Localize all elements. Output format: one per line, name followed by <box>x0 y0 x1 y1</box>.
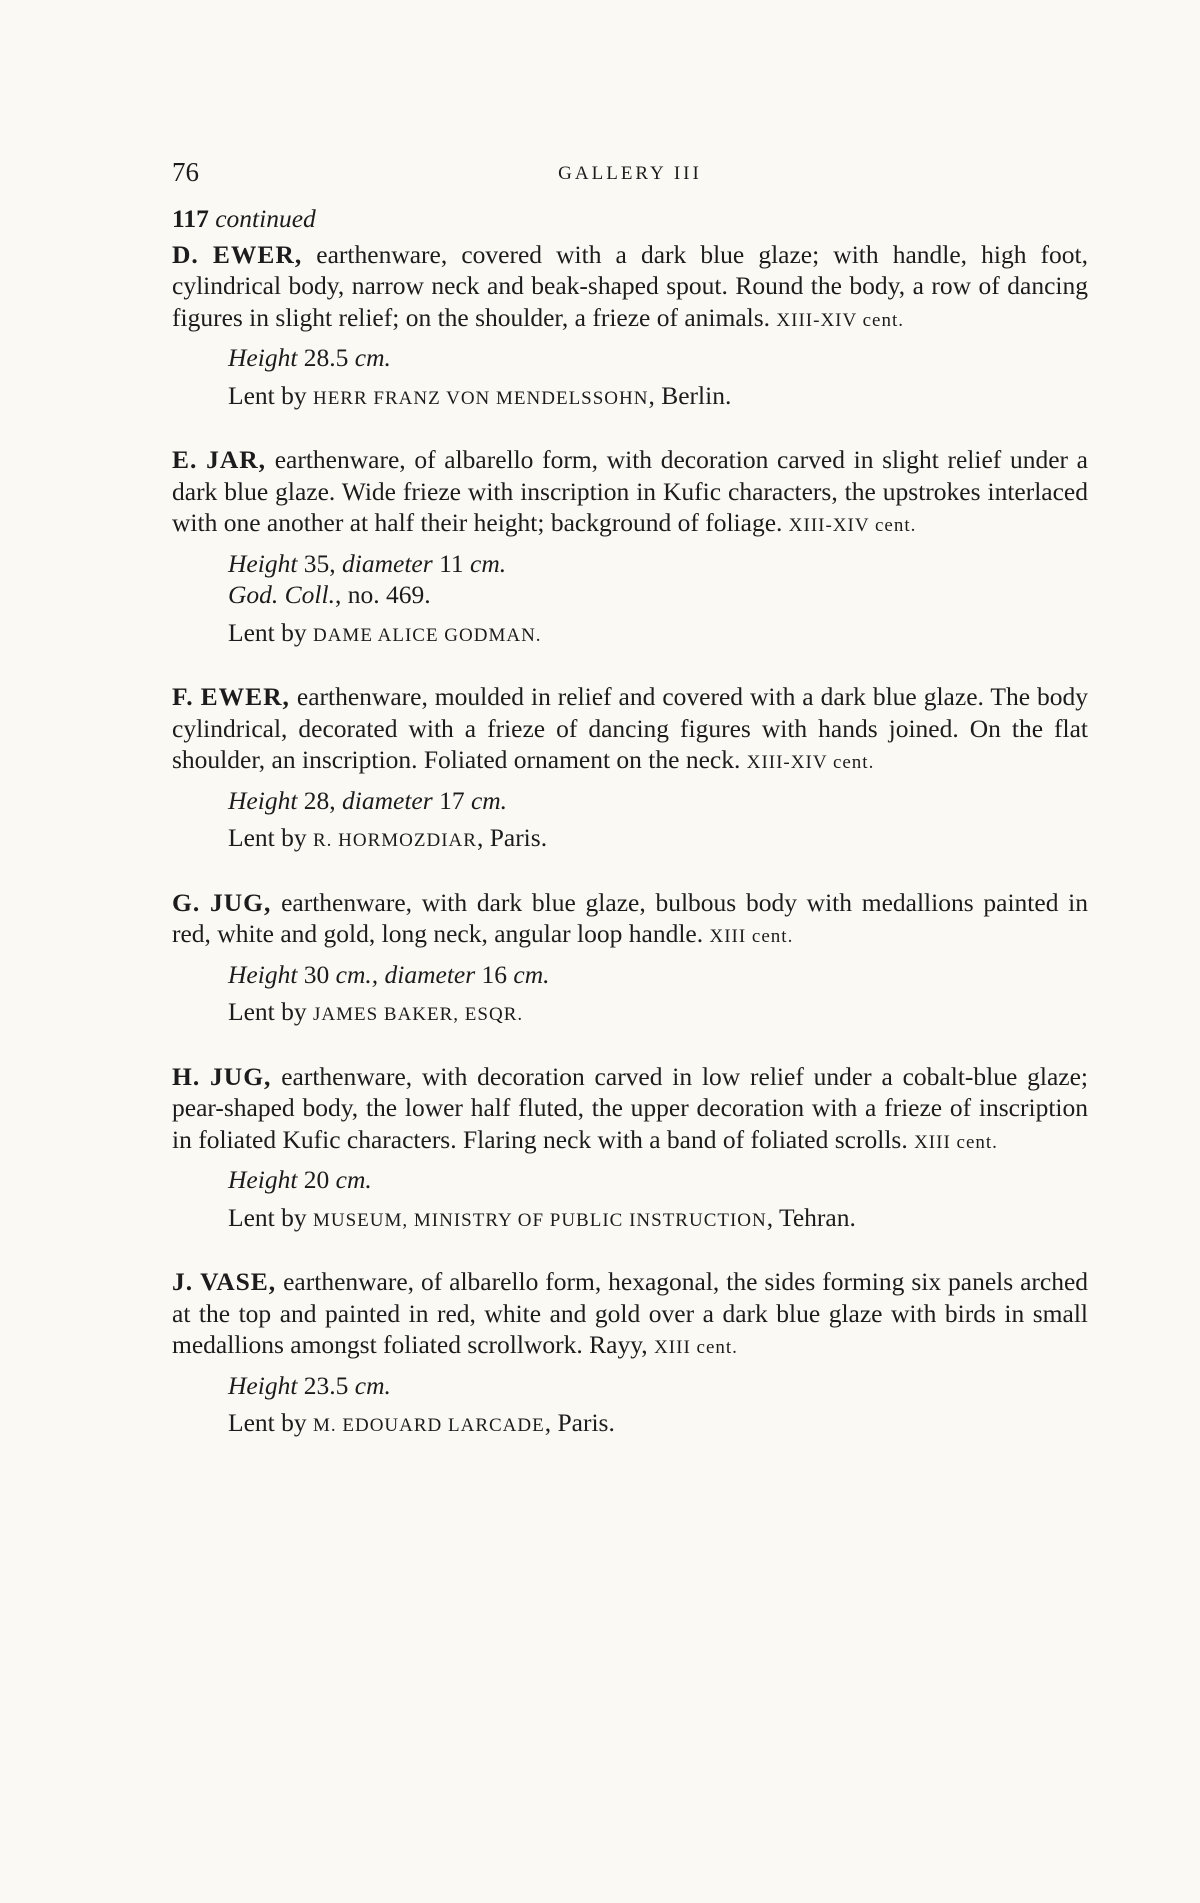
entry-century: XIII-XIV cent. <box>746 752 875 773</box>
catalogue-entry-h <box>172 1061 1088 1237</box>
catalogue-entry-d <box>172 239 1088 415</box>
entry-title: EWER, <box>200 682 290 711</box>
collection-number: , no. 469. <box>334 580 431 609</box>
catalogue-entry-e <box>172 444 1088 651</box>
lender-place: , Paris. <box>544 1408 615 1437</box>
catalogue-entry-j <box>172 1266 1088 1442</box>
catalogue-entry-g <box>172 887 1088 1031</box>
dim-label: Height <box>228 1370 298 1400</box>
dim-unit: cm. <box>470 785 508 815</box>
entry-century: XIII cent. <box>914 1131 998 1153</box>
dim-value: 20 <box>303 1165 330 1194</box>
lender-name: HERR FRANZ VON MENDELSSOHN <box>312 387 649 409</box>
entry-collection <box>228 579 1088 611</box>
dim-label: Height <box>228 959 298 989</box>
entry-title: JUG, <box>210 1061 272 1091</box>
entry-text: earthenware, with decoration carved in low relief under a cobalt-blue glaze; pear-shaped body, the lower half fluted, the upper decoration with a frieze of inscription in foliated Kufic characters. Flaring neck with a band of foliated scrolls. <box>172 1061 1089 1154</box>
entry-lender <box>228 380 1088 415</box>
dim-unit: cm. <box>354 343 391 372</box>
dim-label: Height <box>228 1165 298 1194</box>
running-head <box>172 155 1088 189</box>
catalogue-number: 117 <box>172 204 209 233</box>
dim-label: diameter <box>384 959 476 989</box>
dim-unit: cm. <box>354 1370 391 1400</box>
dim-unit: cm. <box>470 548 507 578</box>
entry-text: earthenware, of albarello form, with decoration carved in slight relief under a dark blue glaze. Wide frieze with inscription in Kufic characters, the upstrokes interlaced with one another at half their height; background of foliage. <box>172 445 1088 537</box>
continued-heading <box>172 203 1088 235</box>
catalogue-entry-f <box>172 681 1088 857</box>
entry-letter: J. <box>172 1267 194 1296</box>
dim-unit: cm., <box>335 959 379 989</box>
entry-title: VASE, <box>200 1267 277 1296</box>
entry-dimensions <box>228 1370 1088 1402</box>
lender-prefix: Lent by <box>228 1202 307 1232</box>
lender-place: , Paris. <box>476 823 548 852</box>
lender-name: MUSEUM, MINISTRY OF PUBLIC INSTRUCTION <box>312 1209 767 1231</box>
collection-name: God. Coll. <box>228 580 335 609</box>
entry-text: earthenware, moulded in relief and covered with a dark blue glaze. The body cylindrical, decorated with a frieze of dancing figures with hands joined. On the flat shoulder, an inscription. Foliated ornament on the neck. <box>172 682 1088 774</box>
entry-century: XIII-XIV cent. <box>776 309 905 331</box>
entry-dimensions <box>228 548 1088 580</box>
lender-name: R. HORMOZDIAR <box>312 830 477 851</box>
dim-label: Height <box>228 343 298 372</box>
entry-dimensions <box>228 342 1088 374</box>
entry-description <box>172 1266 1088 1364</box>
lender-name: DAME ALICE GODMAN. <box>312 624 542 646</box>
entry-title: EWER, <box>212 239 303 269</box>
entry-letter: E. <box>172 445 198 474</box>
dim-label: Height <box>228 548 298 578</box>
entry-lender <box>228 822 1088 857</box>
entry-text: earthenware, with dark blue glaze, bulbous body with medallions painted in red, white and gold, long neck, angular loop handle. <box>172 887 1089 948</box>
catalogue-text <box>172 203 1088 1472</box>
entry-century: XIII cent. <box>654 1337 738 1358</box>
entry-letter: D. <box>172 239 199 269</box>
entry-dimensions <box>228 785 1088 817</box>
dim-value: 28.5 <box>303 343 349 372</box>
dim-value: 11 <box>439 548 464 578</box>
entry-lender <box>228 1202 1088 1237</box>
lender-prefix: Lent by <box>228 617 307 647</box>
entry-title: JAR, <box>206 445 267 474</box>
page-number: 76 <box>172 157 199 187</box>
entry-letter: H. <box>172 1061 201 1091</box>
entry-text: earthenware, covered with a dark blue glaze; with handle, high foot, cylindrical body, narrow neck and beak-shaped spout. Round the body, a row of dancing figures in slight relief; on the shoulder, a frieze of animals. <box>172 239 1089 332</box>
dim-value: 17 <box>439 785 465 815</box>
dim-value: 28, <box>303 785 336 815</box>
entry-dimensions <box>228 959 1088 991</box>
lender-prefix: Lent by <box>228 380 307 410</box>
entry-century: XIII cent. <box>709 926 794 947</box>
lender-prefix: Lent by <box>228 997 307 1026</box>
entry-dimensions <box>228 1164 1088 1196</box>
entry-century: XIII-XIV cent. <box>788 515 917 536</box>
entry-letter: F. <box>172 682 194 711</box>
entry-description <box>172 239 1088 337</box>
lender-prefix: Lent by <box>228 1408 307 1437</box>
dim-unit: cm. <box>513 959 550 989</box>
dim-value: 23.5 <box>303 1370 349 1400</box>
lender-name: M. EDOUARD LARCADE <box>312 1415 545 1436</box>
entry-lender <box>228 1407 1088 1442</box>
dim-value: 35, <box>303 548 336 578</box>
entry-text: earthenware, of albarello form, hexagonal, the sides forming six panels arched at the top and painted in red, white and gold over a dark blue glaze with birds in small medallions amongst foliated scrollwork. Rayy, <box>172 1267 1089 1359</box>
dim-label: diameter <box>342 548 433 578</box>
entry-title: JUG, <box>209 887 272 917</box>
dim-unit: cm. <box>335 1165 372 1194</box>
lender-place: , Tehran. <box>766 1202 856 1232</box>
entry-description <box>172 1061 1088 1159</box>
entry-lender <box>228 617 1088 652</box>
dim-value: 30 <box>303 959 330 989</box>
lender-name: JAMES BAKER, ESQR. <box>312 1004 524 1025</box>
dim-label: Height <box>228 785 298 815</box>
gallery-title: GALLERY III <box>558 163 702 184</box>
dim-label: diameter <box>342 785 433 815</box>
entry-lender <box>228 996 1088 1031</box>
entry-description <box>172 887 1088 953</box>
entry-description <box>172 444 1088 542</box>
lender-prefix: Lent by <box>228 823 307 852</box>
continued-label: continued <box>215 204 316 233</box>
dim-value: 16 <box>481 959 508 989</box>
lender-place: , Berlin. <box>648 380 732 410</box>
entry-letter: G. <box>172 887 201 917</box>
entry-description <box>172 681 1088 779</box>
